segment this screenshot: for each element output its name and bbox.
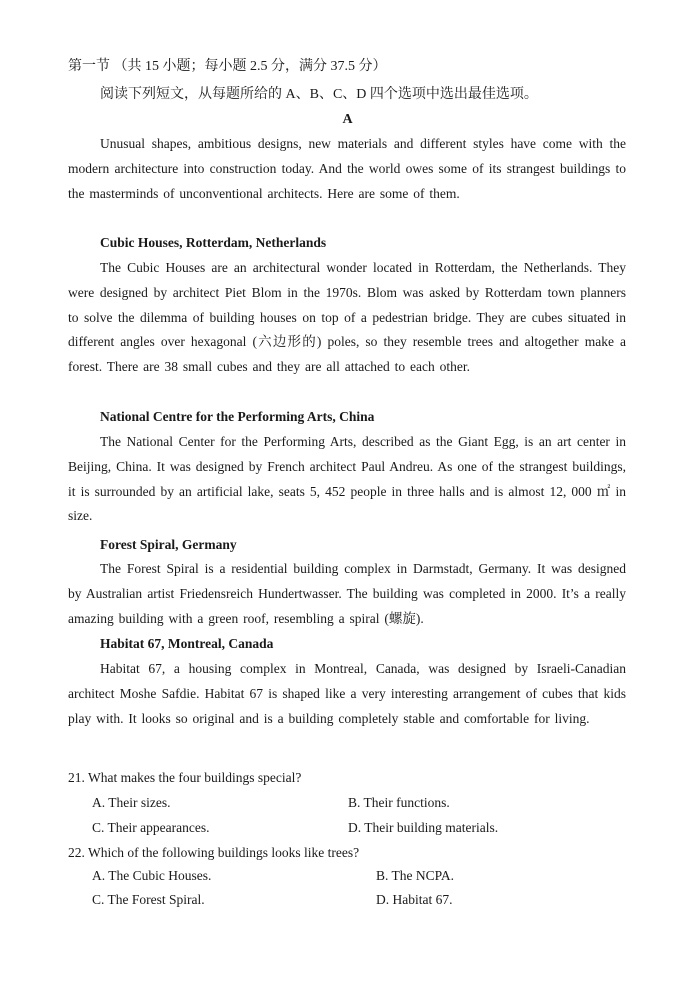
q22-option-d: D. Habitat 67. (376, 892, 453, 907)
question-21 (68, 768, 302, 788)
section-instruction: 阅读下列短文，从每题所给的 A、B、C、D 四个选项中选出最佳选项。 (100, 87, 538, 102)
question-number: 21. (68, 770, 85, 785)
question-22 (68, 843, 360, 863)
question-stem: Which of the following buildings looks like trees? (88, 845, 360, 860)
building-heading-cubic-houses: Cubic Houses, Rotterdam, Netherlands (100, 235, 327, 250)
section-header: 第一节 （共 15 小题；每小题 2.5 分，满分 37.5 分） (68, 59, 387, 74)
building-heading-habitat-67: Habitat 67, Montreal, Canada (100, 636, 274, 651)
q21-option-d: D. Their building materials. (348, 820, 499, 835)
q22-option-a: A. The Cubic Houses. (92, 868, 212, 883)
building-heading-ncpa: National Centre for the Performing Arts, China (100, 409, 375, 424)
q21-option-c: C. Their appearances. (92, 820, 210, 835)
passage-intro: Unusual shapes, ambitious designs, new materials and different styles have come with the modern architecture into construction today. And the world owes some of its strangest buildings to the masterminds of unconventional architects. Here are some of them. (68, 136, 626, 201)
passage-label: A (342, 112, 353, 127)
building-heading-forest-spiral: Forest Spiral, Germany (100, 537, 237, 552)
building-body-cubic-houses: The Cubic Houses are an architectural wonder located in Rotterdam, the Netherlands. They were designed by architect Piet Blom in the 1970s. Blom was asked by Rotterdam town planners to solve the dilemma of building houses on top of a pedestrian bridge. They are cubes situated in different angles over hexagonal (六边形的) poles, so they resemble trees and altogether make a forest. There are 38 small cubes and they are all attached to each other. (68, 260, 626, 375)
q21-option-a: A. Their sizes. (92, 795, 171, 810)
question-stem: What makes the four buildings special? (88, 770, 302, 785)
q22-option-b: B. The NCPA. (376, 868, 455, 883)
q22-option-c: C. The Forest Spiral. (92, 892, 205, 907)
building-body-habitat-67: Habitat 67, a housing complex in Montreal, Canada, was designed by Israeli-Canadian architect Moshe Safdie. Habitat 67 is shaped like a very interesting arrangement of cubes that kids play with. It looks so original and is a building completely stable and comfortable for living. (68, 661, 626, 726)
building-body-ncpa: The National Center for the Performing Arts, described as the Giant Egg, is an art center in Beijing, China. It was designed by French architect Paul Andreu. As one of the strangest buildings, it is surrounded by an artificial lake, seats 5, 452 people in three halls and is almost 12, 000 ㎡ in size. (68, 434, 626, 524)
q21-option-b: B. Their functions. (348, 795, 450, 810)
building-body-forest-spiral: The Forest Spiral is a residential building complex in Darmstadt, Germany. It was designed by Australian artist Friedensreich Hundertwasser. The building was completed in 2000. It’s a really amazing building with a green roof, resembling a spiral (螺旋). (68, 561, 626, 626)
question-number: 22. (68, 845, 85, 860)
